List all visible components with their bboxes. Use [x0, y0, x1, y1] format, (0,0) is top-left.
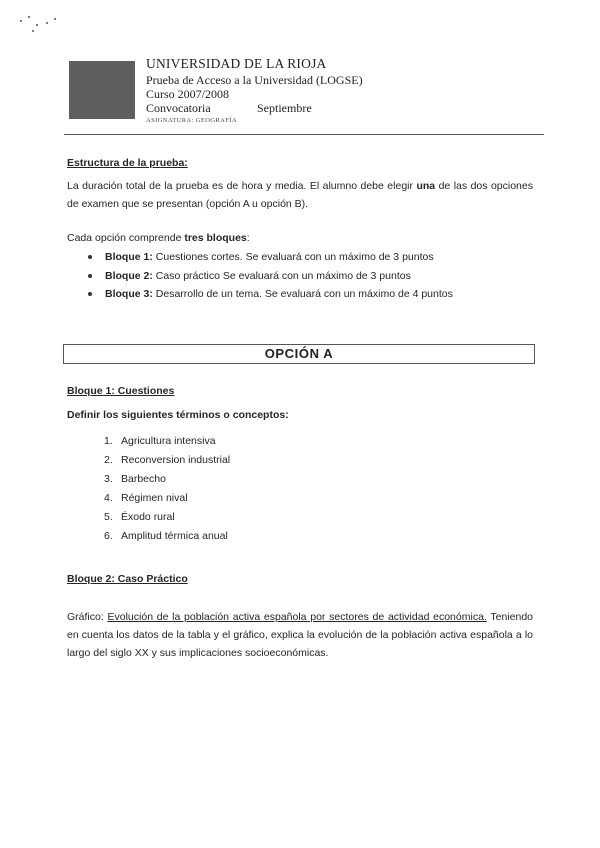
grafico-title: Evolución de la población activa española por sectores de actividad económica.: [107, 611, 487, 623]
list-item: [104, 530, 230, 549]
block2-text: [67, 608, 533, 662]
list-item: [88, 270, 528, 289]
term-text: Amplitud térmica anual: [121, 530, 228, 542]
option-a-banner: [63, 344, 535, 364]
list-item: [88, 288, 528, 307]
call-label: Convocatoria: [146, 101, 211, 115]
term-number: 5.: [104, 511, 113, 523]
structure-title: Estructura de la prueba:: [67, 157, 188, 169]
block-label: Bloque 2:: [105, 269, 153, 282]
block2-title: Bloque 2: Caso Práctico: [67, 573, 188, 585]
bullet-icon: [88, 255, 92, 259]
intro-text-2: de las dos opciones de examen que se presentan (opción A u opción B).: [67, 180, 533, 210]
cada-suffix: :: [246, 232, 250, 244]
bullet-icon: [88, 292, 92, 296]
term-number: 1.: [104, 435, 113, 447]
term-text: Agricultura intensiva: [121, 435, 216, 447]
term-number: 4.: [104, 492, 113, 504]
list-item: [88, 251, 528, 270]
university-logo: [69, 61, 135, 119]
block-text: Caso práctico Se evaluará con un máximo de 3 puntos: [155, 269, 411, 282]
subject-line: ASIGNATURA: GEOGRAFÍA: [146, 117, 237, 124]
block-label: Bloque 1:: [105, 251, 153, 263]
scan-specks: [20, 16, 60, 38]
term-number: 6.: [104, 530, 113, 542]
call-line: [146, 101, 312, 116]
bullet-icon: [88, 274, 92, 278]
block1-instruction: Definir los siguientes términos o conceptos:: [67, 409, 289, 421]
list-item: [104, 435, 230, 454]
university-name: UNIVERSIDAD DE LA RIOJA: [146, 56, 327, 71]
call-value: Septiembre: [257, 101, 312, 115]
term-text: Barbecho: [121, 473, 166, 485]
structure-intro: [67, 177, 533, 213]
block-label: Bloque 3:: [105, 288, 153, 300]
term-number: 2.: [104, 454, 113, 466]
option-a-title: OPCIÓN A: [264, 346, 334, 361]
blocks-intro: [67, 232, 250, 245]
term-text: Régimen nival: [121, 492, 188, 504]
blocks-list: [88, 251, 528, 307]
cada-bold: tres bloques: [184, 232, 247, 244]
list-item: [104, 454, 230, 473]
intro-text-1: La duración total de la prueba es de hora y media. El alumno debe elegir: [67, 180, 413, 192]
term-text: Reconversion industrial: [121, 454, 231, 466]
block-text: Cuestiones cortes. Se evaluará con un máximo de 3 puntos: [155, 251, 434, 263]
cada-prefix: Cada opción comprende: [67, 232, 182, 244]
intro-bold: una: [416, 180, 436, 192]
list-item: [104, 492, 230, 511]
term-number: 3.: [104, 473, 113, 485]
grafico-instructions: Teniendo en cuenta los datos de la tabla y el gráfico, explica la evolución de la población activa española a lo largo del siglo XX y sus implicaciones socioeconómicas.: [67, 611, 533, 659]
header-divider: [64, 134, 544, 135]
block1-title: Bloque 1: Cuestiones: [67, 385, 175, 397]
course-year: Curso 2007/2008: [146, 87, 230, 101]
list-item: [104, 473, 230, 492]
block-text: Desarrollo de un tema. Se evaluará con un máximo de 4 puntos: [155, 288, 453, 300]
grafico-label: Gráfico:: [67, 611, 104, 623]
list-item: [104, 511, 230, 530]
terms-list: [104, 435, 230, 549]
term-text: Éxodo rural: [121, 511, 175, 523]
exam-name: Prueba de Acceso a la Universidad (LOGSE): [146, 73, 363, 87]
